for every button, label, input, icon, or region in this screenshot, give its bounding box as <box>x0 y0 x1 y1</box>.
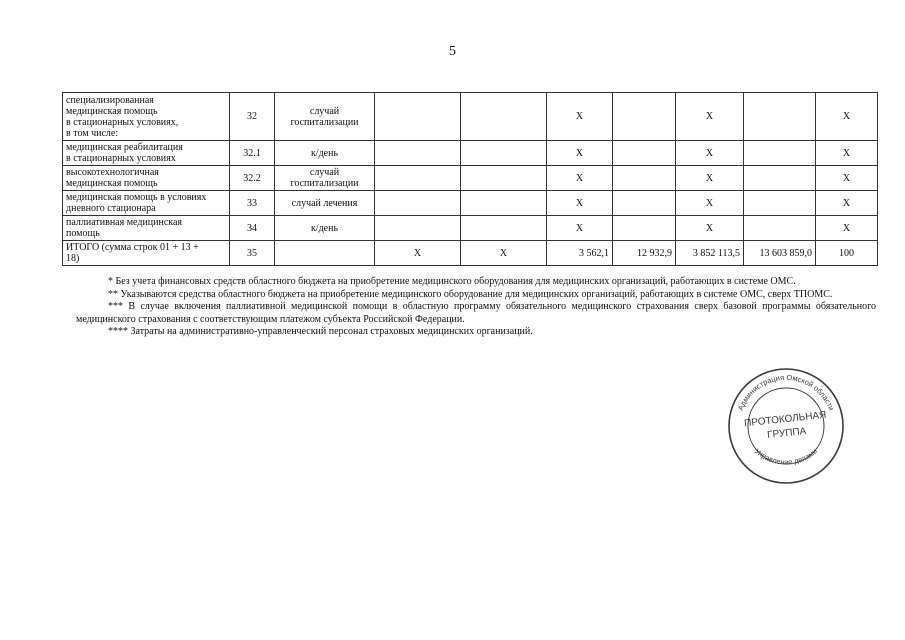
value-cell <box>461 93 547 141</box>
value-cell: X <box>547 166 613 191</box>
value-cell <box>744 191 816 216</box>
table-row <box>63 191 878 216</box>
value-cell <box>375 166 461 191</box>
value-cell <box>744 93 816 141</box>
row-name-cell <box>63 141 230 166</box>
row-code-cell: 33 <box>230 191 275 216</box>
row-name-line: ИТОГО (сумма строк 01 + 13 + <box>66 242 199 253</box>
row-unit-line: случай <box>309 105 340 117</box>
value-cell: X <box>816 166 878 191</box>
value-cell: X <box>816 141 878 166</box>
footnote: * Без учета финансовых средств областного бюджета на приобретение медицинского оборудования для медицинских организаций, работающих в системе ОМС. <box>108 276 796 287</box>
row-name-line: высокотехнологичная <box>66 167 159 178</box>
row-name-line: помощь <box>66 228 100 239</box>
row-name-line: в стационарных условиях, <box>66 116 179 128</box>
footnotes <box>76 276 876 339</box>
row-name-cell <box>63 191 230 216</box>
row-unit-cell <box>275 241 375 266</box>
value-cell <box>375 141 461 166</box>
svg-text:Управление делами: Управление делами <box>752 446 820 467</box>
table-body <box>63 93 878 266</box>
row-code-cell: 35 <box>230 241 275 266</box>
official-stamp <box>726 366 846 486</box>
value-cell: X <box>461 241 547 266</box>
value-cell <box>461 141 547 166</box>
row-unit-line: случай <box>309 167 340 178</box>
row-unit-line: госпитализации <box>290 116 359 128</box>
row-name-line: медицинская реабилитация <box>66 142 183 153</box>
footnote: ** Указываются средства областного бюджета на приобретение медицинского оборудование для медицинских организаций, работающих в системе ОМС, сверх ТПОМС. <box>108 288 833 300</box>
value-cell <box>375 93 461 141</box>
table-row <box>63 141 878 166</box>
row-unit-line: случай лечения <box>291 197 358 209</box>
value-cell <box>375 216 461 241</box>
value-cell: X <box>547 216 613 241</box>
row-name-line: специализированная <box>66 94 154 106</box>
value-cell: X <box>676 166 744 191</box>
value-cell: X <box>816 93 878 141</box>
row-name-line: медицинская помощь в условиях <box>66 192 207 203</box>
value-cell: X <box>547 93 613 141</box>
value-cell <box>613 216 676 241</box>
value-cell: 13 603 859,0 <box>744 241 816 266</box>
row-name-cell <box>63 216 230 241</box>
footnote: *** В случае включения паллиативной медицинской помощи в областную программу обязательного медицинского страхования сверх базовой программы обязательного медицинского страхования с соответствующим платежом субъекта Российской Федерации. <box>76 301 876 325</box>
row-name-cell <box>63 241 230 266</box>
row-name-line: в том числе: <box>66 127 119 139</box>
table-row <box>63 241 878 266</box>
stamp-seal-icon <box>726 366 846 486</box>
svg-text:ПРОТОКОЛЬНАЯ: ПРОТОКОЛЬНАЯ <box>743 409 827 430</box>
row-name-line: медицинская помощь <box>66 105 158 117</box>
value-cell <box>461 191 547 216</box>
value-cell <box>613 166 676 191</box>
value-cell: 3 562,1 <box>547 241 613 266</box>
row-unit-cell <box>275 93 375 141</box>
page-number: 5 <box>449 44 456 59</box>
value-cell: X <box>676 191 744 216</box>
value-cell: X <box>547 191 613 216</box>
row-unit-line: госпитализации <box>290 178 359 189</box>
row-unit-cell <box>275 191 375 216</box>
table-row <box>63 166 878 191</box>
value-cell <box>613 141 676 166</box>
budget-table <box>62 92 878 266</box>
value-cell: X <box>676 141 744 166</box>
value-cell: 100 <box>816 241 878 266</box>
row-code-cell: 34 <box>230 216 275 241</box>
value-cell <box>461 216 547 241</box>
row-code-cell: 32 <box>230 93 275 141</box>
value-cell: X <box>375 241 461 266</box>
row-unit-line: к/день <box>310 222 339 234</box>
row-code-cell: 32.2 <box>230 166 275 191</box>
value-cell: X <box>816 216 878 241</box>
value-cell: X <box>676 93 744 141</box>
row-name-cell <box>63 166 230 191</box>
svg-text:ГРУППА: ГРУППА <box>766 425 807 441</box>
row-name-line: дневного стационара <box>66 203 156 214</box>
row-unit-line: к/день <box>310 147 339 159</box>
table-row <box>63 93 878 141</box>
value-cell <box>461 166 547 191</box>
value-cell <box>613 191 676 216</box>
value-cell: 12 932,9 <box>613 241 676 266</box>
value-cell <box>744 141 816 166</box>
value-cell: X <box>547 141 613 166</box>
row-name-line: 18) <box>66 253 80 264</box>
row-code-cell: 32.1 <box>230 141 275 166</box>
row-name-line: в стационарных условиях <box>66 153 176 164</box>
svg-text:Администрация Омской области: Администрация Омской области <box>735 372 837 412</box>
row-name-line: паллиативная медицинская <box>66 217 183 228</box>
row-name-cell <box>63 93 230 141</box>
value-cell <box>744 166 816 191</box>
value-cell: X <box>816 191 878 216</box>
value-cell: X <box>676 216 744 241</box>
footnote: **** Затраты на административно-управленческий персонал страховых медицинских организаций. <box>108 326 533 337</box>
row-name-line: медицинская помощь <box>66 178 158 189</box>
value-cell <box>744 216 816 241</box>
value-cell <box>375 191 461 216</box>
row-unit-cell <box>275 216 375 241</box>
row-unit-cell <box>275 166 375 191</box>
value-cell <box>613 93 676 141</box>
table-row <box>63 216 878 241</box>
value-cell: 3 852 113,5 <box>676 241 744 266</box>
row-unit-cell <box>275 141 375 166</box>
